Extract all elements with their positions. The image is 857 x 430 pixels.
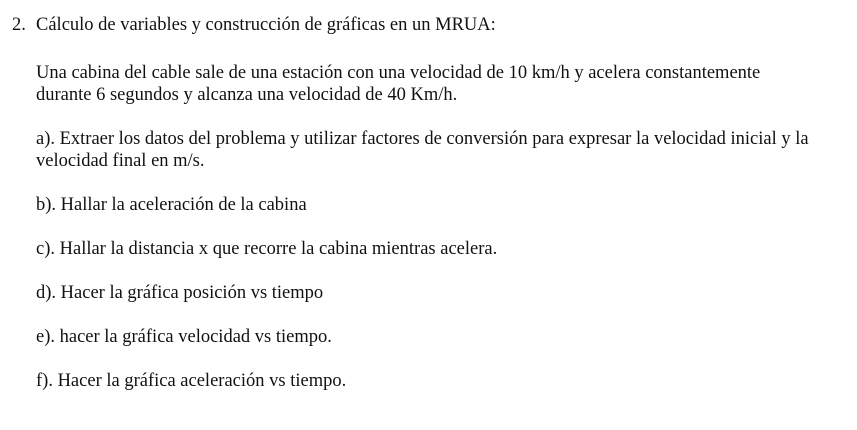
part-a	[36, 128, 848, 172]
question-header	[12, 14, 496, 36]
part-a-line-2: velocidad final en m/s.	[36, 151, 205, 171]
part-a-line-1: a). Extraer los datos del problema y utilizar factores de conversión para expresar la velocidad inicial y la	[36, 129, 809, 149]
question-title: Cálculo de variables y construcción de gráficas en un MRUA:	[36, 15, 496, 35]
part-b: b). Hallar la aceleración de la cabina	[36, 195, 307, 215]
part-f: f). Hacer la gráfica aceleración vs tiempo.	[36, 371, 347, 391]
part-c: c). Hallar la distancia x que recorre la cabina mientras acelera.	[36, 239, 498, 259]
problem-statement-line-1: Una cabina del cable sale de una estación con una velocidad de 10 km/h y acelera constantemente	[36, 63, 761, 83]
problem-statement	[36, 62, 848, 106]
part-e: e). hacer la gráfica velocidad vs tiempo.	[36, 327, 332, 347]
question-number: 2.	[12, 15, 26, 35]
part-d: d). Hacer la gráfica posición vs tiempo	[36, 283, 324, 303]
problem-statement-line-2: durante 6 segundos y alcanza una velocidad de 40 Km/h.	[36, 85, 458, 105]
